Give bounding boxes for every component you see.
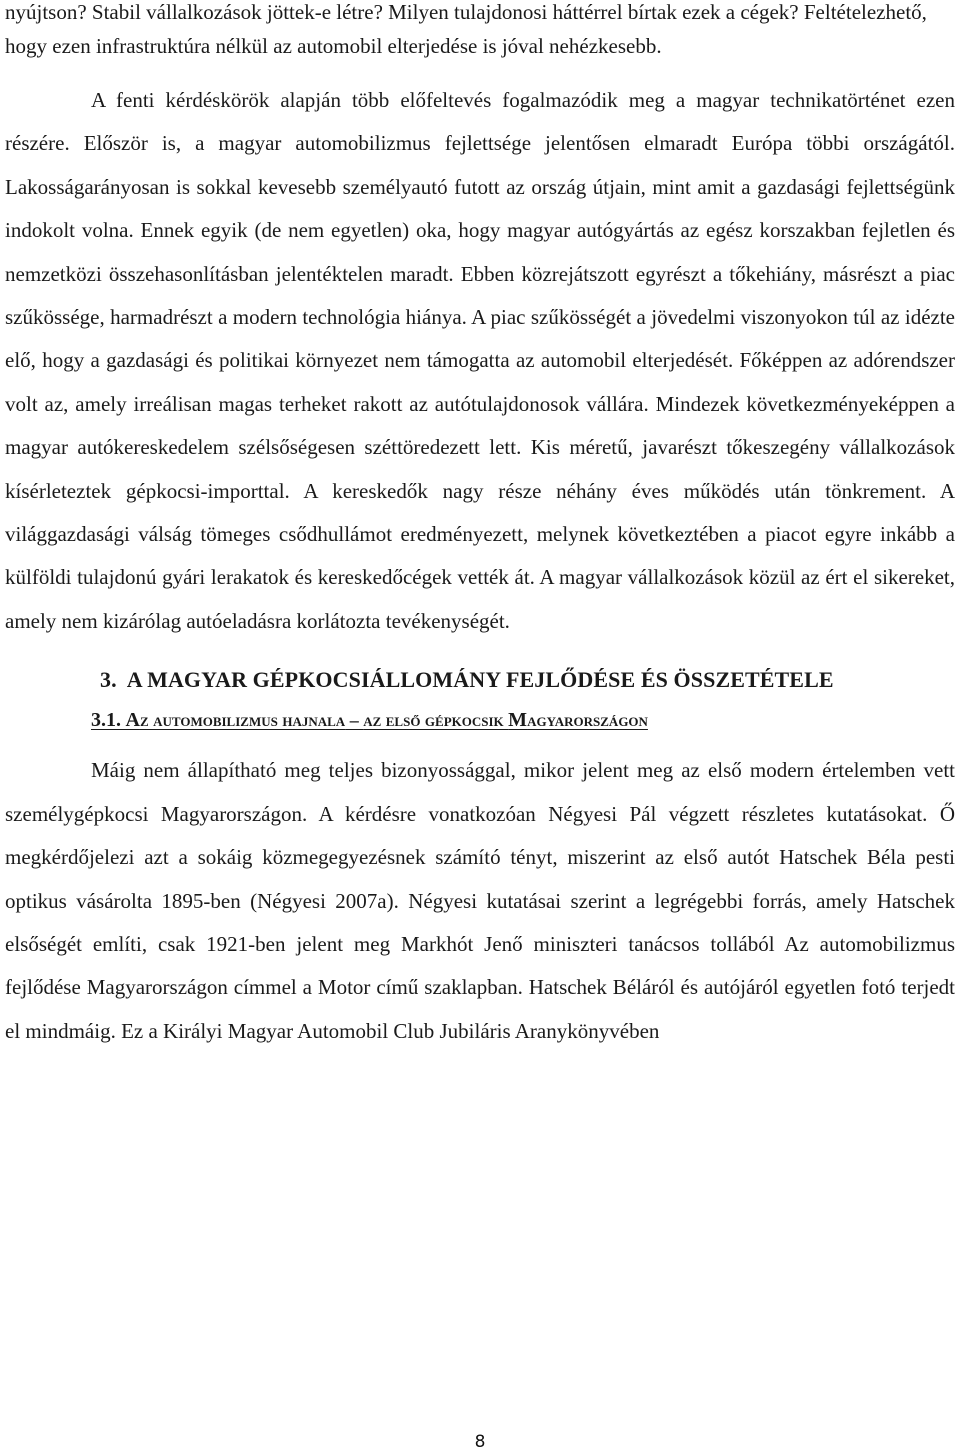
subsection-heading [5,705,955,735]
subsection-title-initial: A [125,709,140,732]
section-title: A MAGYAR GÉPKOCSIÁLLOMÁNY FEJLŐDÉSE ÉS ÖSSZETÉTELE [126,667,834,693]
subsection-title-part-2: az első gépkocsik [363,710,509,731]
body-paragraph-1: A fenti kérdéskörök alapján több előfeltevés fogalmazódik meg a magyar technikatörténet ezen részére. Először is, a magyar automobilizmus fejlettsége jelentősen elmaradt Európa többi országától. Lakosságarányosan is sokkal kevesebb személyautó futott az ország útjain, mint amit a gazdasági fejlettségünk indokolt volna. Ennek egyik (de nem egyetlen) oka, hogy magyar autógyártás az egész korszakban fejletlen és nemzetközi összehasonlításban jelentéktelen maradt. Ebben közrejátszott egyrészt a tőkehiány, másrészt a piac szűkössége, harmadrészt a modern technológia hiánya. A piac szűkösségét a jövedelmi viszonyokon túl az idézte elő, hogy a gazdasági és politikai környezet nem támogatta az automobil elterjedését. Főképpen az adórendszer volt az, amely irreálisan magas terheket rakott az autótulajdonosok vállára. Mindezek következményeképpen a magyar autókereskedelem szélsőségesen széttöredezett lett. Kis méretű, javarészt tőkeszegény vállalkozások kísérleteztek gépkocsi-importtal. A kereskedők nagy része néhány éves működés után tönkrement. A világgazdasági válság tömeges csődhullámot eredményezett, melynek következtében a piacot egyre inkább a külföldi tulajdonú gyári lerakatok és kereskedőcégek vették át. A magyar vállalkozások közül az ért el sikereket, amely nem kizárólag autóeladásra korlátozta tevékenységét. [5,88,955,633]
subsection-title-initial-2: M [508,709,528,732]
section-number: 3. [100,667,117,693]
body-paragraph-2: Máig nem állapítható meg teljes bizonyossággal, mikor jelent meg az első modern értelemben vett személygépkocsi Magyarországon. A kérdésre vonatkozóan Négyesi Pál végzett részletes kutatásokat. Ő megkérdőjelezi azt a sokáig közmegegyezésnek számító tényt, miszerint az első autót Hatschek Béla pesti optikus vásárolta 1895-ben (Négyesi 2007a). Négyesi kutatásai szerint a legrégebbi forrás, amely Hatschek elsőségét említi, csak 1921-ben jelent meg Markhót Jenő miniszteri tanácsos tollából Az automobilizmus fejlődése Magyarországon címmel a Motor című szaklapban. Hatschek Béláról és autójáról egyetlen fotó terjedt el mindmáig. Ez a Királyi Magyar Automobil Club Jubiláris Aranykönyvében [5,758,955,1043]
section-heading [5,665,955,695]
subsection-title-part-3: agyarországon [527,710,648,731]
intro-paragraph: nyújtson? Stabil vállalkozások jöttek-e létre? Milyen tulajdonosi háttérrel bírtak ezek a cégek? Feltételezhető, hogy ezen infrastruktúra nélkül az automobil elterjedése is jóval nehézkesebb. [5,0,927,58]
subsection-title-part-1: z automobilizmus hajnala [139,710,346,731]
subsection-number: 3.1. [91,709,121,732]
page-number: 8 [474,1432,486,1452]
document-page [5,0,955,1053]
subsection-dash: – [345,710,364,731]
